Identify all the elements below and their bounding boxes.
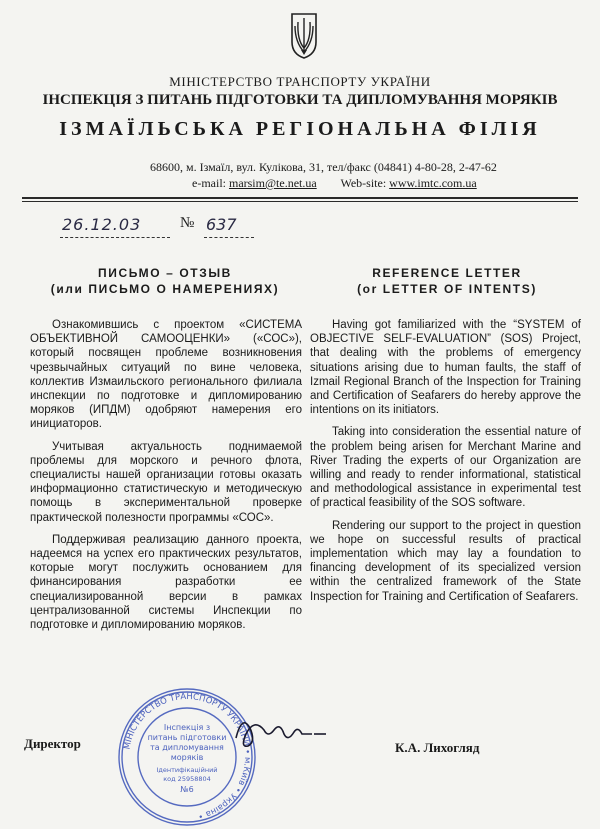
svg-text:Ідентифікаційний: Ідентифікаційний [156,766,218,774]
left-title-line1: ПИСЬМО – ОТЗЫВ [98,266,232,280]
email-label: e-mail: [192,176,226,190]
header-divider-thick [22,197,578,199]
right-paragraph-1: Having got familiarized with the “SYSTEM of OBJECTIVE SELF-EVALUATION” (SOS) Project, that dealing with the problems of emergency situations arising due to human faults, the staff of Izmail Regional Branch of the Inspection for Training and Certification of Seafarers do hereby approve the intentions on its initiators. [310,319,581,417]
website-link[interactable]: www.imtc.com.ua [389,176,477,190]
trident-emblem-icon [289,10,319,60]
date-underline [60,237,170,238]
email-link[interactable]: marsim@te.net.ua [228,176,317,190]
ministry-name: МІНІСТЕРСТВО ТРАНСПОРТУ УКРАЇНИ [169,74,431,89]
right-title-line2: (or LETTER OF INTENTS) [357,282,537,296]
svg-text:моряків: моряків [170,753,204,762]
svg-text:код 25958804: код 25958804 [163,775,211,783]
handwritten-signature [228,708,328,752]
inspection-name: ІНСПЕКЦІЯ З ПИТАНЬ ПІДГОТОВКИ ТА ДИПЛОМУВАННЯ МОРЯКІВ [42,92,558,108]
letter-date: 26.12.03 [62,215,142,234]
right-column-title [312,265,582,297]
svg-text:Інспекція з: Інспекція з [163,723,211,732]
right-paragraph-2: Taking into consideration the essential nature of the problem being arisen for Merchant Marine and River Trading the experts of our Organization are willing and ready to render informational, statistical and methodological assistance in experimental test of practical feasibility of the SOS software. [310,426,581,510]
header-divider-thin [22,201,578,202]
left-title-line2: (или ПИСЬМО О НАМЕРЕНИЯХ) [50,282,280,296]
svg-text:та дипломування: та дипломування [150,743,224,752]
contacts-line [192,176,477,191]
number-underline [204,237,254,238]
stamp-ring-text: МІНІСТЕРСТВО ТРАНСПОРТУ УКРАЇНИ • м.Київ • Україна • [122,691,253,821]
director-label: Директор [24,736,81,751]
left-paragraph-1: Ознакомившись с проектом «СИСТЕМА ОБЪЕКТИВНОЙ САМООЦЕНКИ» («СОС»), который посвящен проблеме возникновения чрезвычайных ситуаций по вине человека, коллектив Измаильского регионального филиала инспекции по подготовке и дипломированию моряков (ИПДМ) одобряют намерения его инициаторов. [30,319,302,431]
branch-name: ІЗМАЇЛЬСЬКА РЕГІОНАЛЬНА ФІЛІЯ [59,118,541,140]
letter-number: 637 [206,215,237,234]
right-paragraph-3: Rendering our support to the project in question we hope on successful results of practical implementation which may lay a foundation to financing development of its specialized version within the centralized framework of the State Inspection for Training and Certification of Seafarers. [310,519,581,603]
right-column-body [310,318,581,606]
left-column-title [30,265,300,297]
svg-text:№6: №6 [180,785,194,794]
left-paragraph-3: Поддерживая реализацию данного проекта, надеемся на успех его практических результатов, которые могут послужить основанием для финансирования разработки ее специализированной версии в рамках централизованной системы Инспекции по подготовке и дипломированию моряков. [30,533,302,632]
signer-name: К.А. Лихогляд [395,740,480,755]
left-column-body [30,318,302,634]
right-title-line1: REFERENCE LETTER [372,266,522,280]
address-line: 68600, м. Ізмаїл, вул. Кулікова, 31, тел/факс (04841) 4-80-28, 2-47-62 [150,160,497,174]
letter-number-label: № [180,215,195,231]
web-label: Web-site: [340,176,387,190]
left-paragraph-2: Учитывая актуальность поднимаемой проблемы для морского и речного флота, специалисты нашей организации готовы оказать информационно статистическую и методическую помощь в экспериментальной проверке практической полезности программы «СОС». [30,440,302,524]
svg-text:питань підготовки: питань підготовки [147,733,227,742]
